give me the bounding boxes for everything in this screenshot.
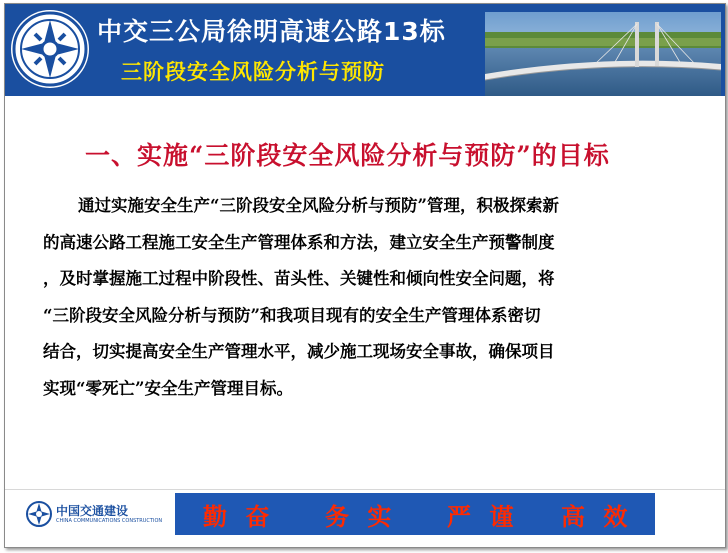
header-banner <box>5 4 725 96</box>
paragraph-line: 结合，切实提高安全生产管理水平，减少施工现场安全事故，确保项目 <box>43 342 555 361</box>
header-subtitle: 三阶段安全风险分析与预防 <box>121 60 385 84</box>
footer-logo <box>25 498 165 534</box>
china-communications-logo-icon <box>25 500 53 528</box>
content-area <box>5 96 725 489</box>
motto-diligence: 勤 奋 <box>203 503 275 531</box>
bridge-photo <box>485 12 721 96</box>
slide <box>4 3 726 548</box>
china-communications-logo-icon <box>11 10 89 88</box>
motto-rigor: 严 谨 <box>447 503 519 531</box>
paragraph-line: 实现“零死亡”安全生产管理目标。 <box>43 378 293 398</box>
footer-logo-english: CHINA COMMUNICATIONS CONSTRUCTION <box>56 518 163 524</box>
footer-bar <box>5 489 725 548</box>
motto-bar <box>175 493 655 535</box>
footer-logo-text: 中国交通建设 <box>56 504 129 518</box>
paragraph-line: 通过实施安全生产“三阶段安全风险分析与预防”管理，积极探索新 <box>78 196 559 215</box>
section-heading: 一、实施“三阶段安全风险分析与预防”的目标 <box>85 141 610 170</box>
paragraph-line: ，及时掌握施工过程中阶段性、苗头性、关键性和倾向性安全问题，将 <box>43 269 555 288</box>
paragraph-line: “三阶段安全风险分析与预防”和我项目现有的安全生产管理体系密切 <box>43 305 541 325</box>
motto-pragmatism: 务 实 <box>325 503 397 531</box>
paragraph-line: 的高速公路工程施工安全生产管理体系和方法，建立安全生产预警制度 <box>43 232 555 252</box>
body-paragraph <box>43 188 685 407</box>
header-title: 中交三公局徐明高速公路13标 <box>97 17 446 46</box>
motto-efficiency: 高 效 <box>561 503 633 531</box>
